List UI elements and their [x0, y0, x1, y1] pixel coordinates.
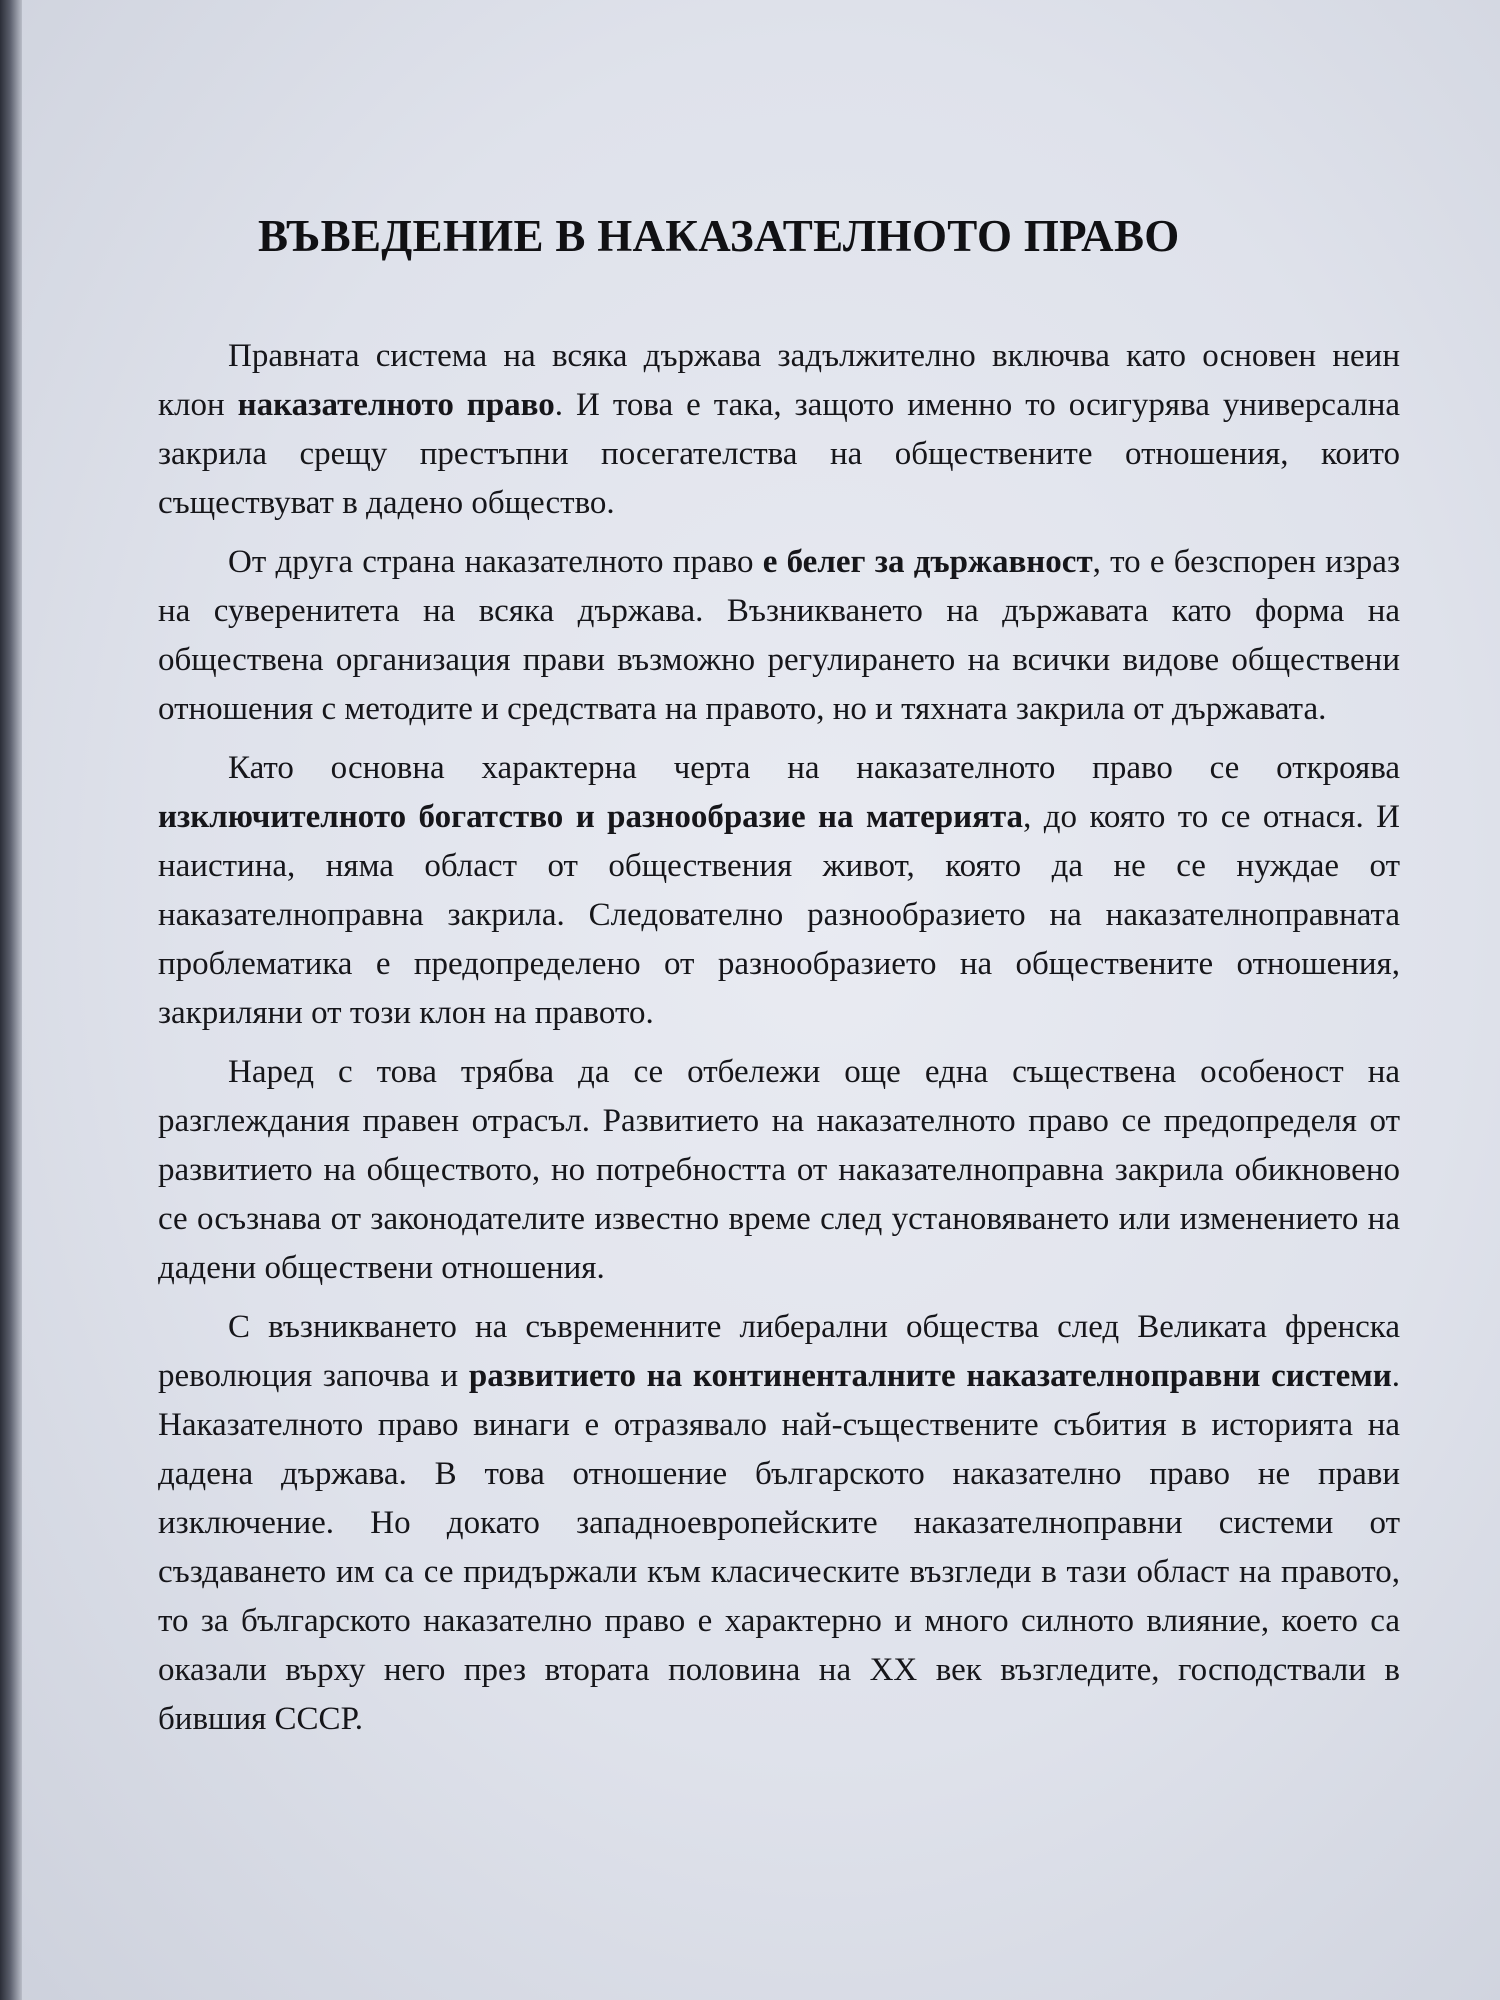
emphasis: е белег за държавност: [762, 544, 1093, 580]
paragraph-2: От друга страна наказателното право е белег за държавност, то е безспорен израз на суверенитета на всяка държава. Възникването на държавата като форма на обществена организация прави възможно регулирането на всички видове обществени отношения с методите и средствата на правото, но и тяхната закрила от държавата.: [158, 544, 1400, 727]
paragraph-5: С възникването на съвременните либерални общества след Великата френска революция започва и развитието на континенталните наказателноправни системи. Наказателното право винаги е отразявало най-съществените събития в историята на дадена държава. В това отношение българското наказателно право не прави изключение. Но докато западноевропейските наказателноправни системи от създаването им са се придържали към класическите възгледи в тази област на правото, то за българското наказателно право е характерно и много силното влияние, което са оказали върху него през втората половина на XX век възгледите, господствали в бившия СССР.: [158, 1309, 1400, 1737]
page-title: ВЪВЕДЕНИЕ В НАКАЗАТЕЛНОТО ПРАВО: [258, 211, 1180, 261]
paragraph-1: Правната система на всяка държава задължително включва като основен неин клон наказателното право. И това е така, защото именно то осигурява универсална закрила срещу престъпни посегателства на обществените отношения, които съществуват в дадено общество.: [158, 338, 1400, 521]
book-page: [158, 210, 1400, 1754]
emphasis: изключителното богатство и разнообразие на материята: [158, 799, 1024, 835]
paragraph-3: Като основна характерна черта на наказателното право се откроява изключителното богатство и разнообразие на материята, до която то се отнася. И наистина, няма област от обществения живот, която да не се нуждае от наказателноправна закрила. Следователно разнообразието на наказателноправната проблематика е предопределено от разнообразието на обществените отношения, закриляни от този клон на правото.: [158, 750, 1400, 1031]
paragraph-4: Наред с това трябва да се отбележи още една съществена особеност на разглеждания правен отрасъл. Развитието на наказателното право се предопределя от развитието на обществото, но потребността от наказателноправна закрила обикновено се осъзнава от законодателите известно време след установяването или изменението на дадени обществени отношения.: [158, 1054, 1400, 1286]
book-binding-shadow: [0, 0, 22, 2000]
emphasis: наказателното право: [237, 387, 555, 423]
emphasis: развитието на континенталните наказателноправни системи: [468, 1358, 1392, 1394]
